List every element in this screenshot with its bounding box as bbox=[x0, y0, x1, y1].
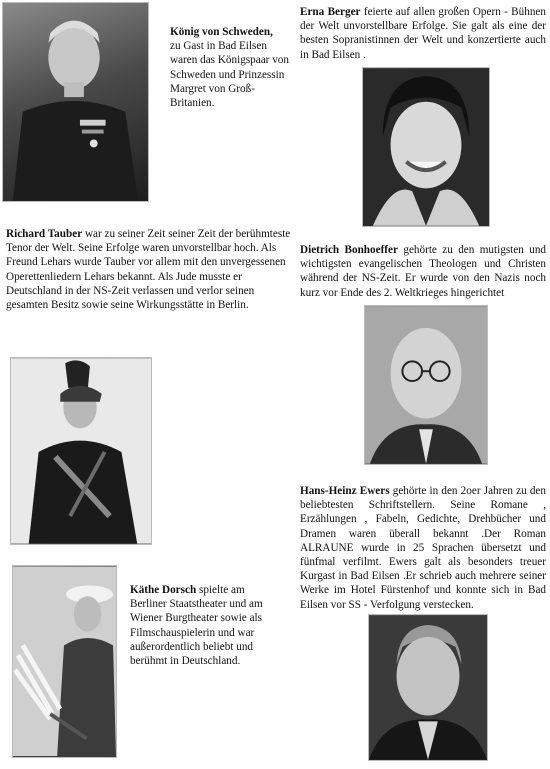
berger-name: Erna Berger bbox=[300, 6, 361, 18]
berger-photo bbox=[362, 67, 490, 227]
tauber-name: Richard Tauber bbox=[6, 228, 83, 240]
king-caption bbox=[170, 25, 295, 110]
ewers-name: Hans-Heinz Ewers bbox=[300, 485, 390, 497]
portrait-photo-icon bbox=[365, 306, 487, 464]
portrait-photo-icon bbox=[13, 566, 116, 757]
tauber-text: war zu seiner Zeit seiner Zeit der berühmteste Tenor der Welt. Seine Erfolge waren unvorstellbar hoch. Als Freund Lehars wurde Tauber vor allem mit den unvergessenen Operettenliedern Lehars bekannt. Als Jude musste er Deutschland in der NS-Zeit verlassen und verlor seinen gesamten Besitz sowie seine Wirkungsstätte in Berlin. bbox=[6, 228, 291, 312]
king-name: König von Schweden, bbox=[170, 26, 273, 38]
portrait-photo-icon bbox=[11, 358, 151, 544]
bonhoeffer-text: gehörte zu den mutigsten und wichtigsten evangelischen Theologen und Christen während der NS-Zeit. Er wurde von den Nazis noch kurz vor Ende des 2. Weltkrieges hingerichtet bbox=[300, 244, 547, 299]
ewers-photo bbox=[368, 614, 488, 761]
portrait-photo-icon bbox=[369, 615, 487, 760]
portrait-photo-icon bbox=[3, 3, 148, 201]
king-text: zu Gast in Bad Eilsen waren das Königspaar von Schweden und Prinzessin Margret von Groß-Britanien. bbox=[170, 40, 289, 110]
portrait-photo-icon bbox=[363, 68, 489, 226]
bonhoeffer-photo bbox=[364, 305, 488, 465]
king-photo bbox=[2, 2, 149, 202]
berger-text: feierte auf allen großen Opern - Bühnen der Welt unvorstellbare Erfolge. Sie galt als eine der besten Sopranistinnen der Welt und konzertierte auch in Bad Eilsen . bbox=[300, 6, 546, 61]
ewers-text: gehörte in den 2oer Jahren zu den beliebtesten Schriftstellern. Seine Romane , Erzählungen , Fabeln, Gedichte, Drehbücher und Dramen waren überall bekannt .Der Roman ALRAUNE wurde in 25 Sprachen übersetzt und fünfmal verfilmt. Ewers galt als besonders treuer Kurgast in Bad Eilsen .Er schrieb auch mehrere seiner Werke im Hotel Fürstenhof und konnte sich in Bad Eilsen vor SS - Verfolgung verstecken. bbox=[300, 485, 546, 611]
dorsch-caption bbox=[130, 583, 280, 668]
dorsch-photo bbox=[12, 565, 117, 758]
dorsch-name: Käthe Dorsch bbox=[130, 584, 197, 596]
ewers-caption bbox=[300, 484, 546, 612]
tauber-photo bbox=[10, 357, 152, 545]
bonhoeffer-name: Dietrich Bonhoeffer bbox=[300, 244, 398, 256]
bonhoeffer-caption bbox=[300, 243, 546, 300]
dorsch-text: spielte am Berliner Staatstheater und am Wiener Burgtheater sowie als Filmschauspielerin und war außerordentlich beliebt und berühmt in Deutschland. bbox=[130, 584, 263, 668]
berger-caption bbox=[300, 5, 546, 62]
tauber-caption bbox=[6, 227, 294, 312]
